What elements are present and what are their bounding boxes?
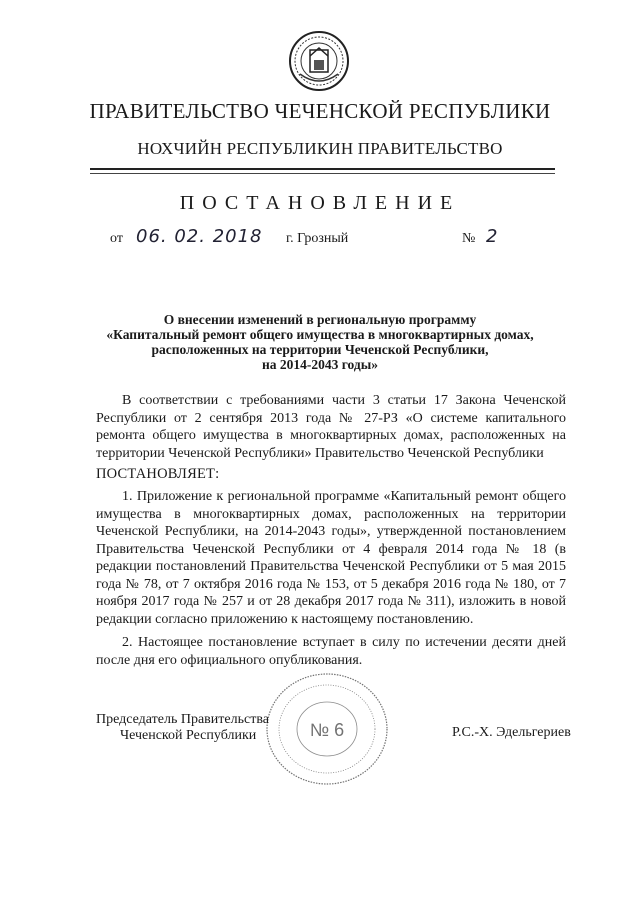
- subject-line: на 2014-2043 годы»: [261, 357, 379, 372]
- subject-line: «Капитальный ремонт общего имущества в многоквартирных домах,: [106, 327, 534, 342]
- item-2-paragraph: 2. Настоящее постановление вступает в силу по истечении десяти дней после дня его официального опубликования.: [96, 635, 566, 668]
- preamble-paragraph: В соответствии с требованиями части 3 статьи 17 Закона Чеченской Республики от 2 сентября 2013 года № 27-РЗ «О системе капитального ремонта общего имущества в многоквартирных домах, расположенных на территории Чеченской Республики» Правительство Чеченской Республики: [96, 393, 566, 461]
- stamp-number: № 6: [309, 720, 345, 740]
- official-seal-stamp: [262, 668, 392, 790]
- subject-line: О внесении изменений в региональную программу: [163, 312, 477, 327]
- signatory-position: [96, 712, 269, 744]
- subject-line: расположенных на территории Чеченской Республики,: [151, 342, 489, 357]
- signatory-name: Р.С.-Х. Эдельгериев: [452, 725, 571, 740]
- item-1-paragraph: 1. Приложение к региональной программе «Капитальный ремонт общего имущества в многоквартирных домах, расположенных на территории Чеченской Республики, на 2014-2043 годы», утвержденной постановлением Правительства Чеченской Республики от 4 февраля 2014 года № 18 (в редакции постановлений Правительства Чеченской Республики от 5 мая 2015 года № 78, от 7 октября 2016 года № 153, от 5 декабря 2016 года № 180, от 7 ноября 2017 года № 257 и от 28 декабря 2017 года № 311), изложить в новой редакции согласно приложению к настоящему постановлению.: [96, 489, 566, 627]
- date-label: от: [110, 231, 123, 246]
- position-line-2: Чеченской Республики: [120, 728, 257, 743]
- government-title: ПРАВИТЕЛЬСТВО ЧЕЧЕНСКОЙ РЕСПУБЛИКИ: [89, 99, 551, 123]
- number-value-handwritten: 2: [486, 226, 498, 247]
- document-type: ПОСТАНОВЛЕНИЕ: [179, 192, 461, 214]
- header-divider-thin: [90, 173, 555, 174]
- date-value-handwritten: 06. 02. 2018: [136, 226, 263, 247]
- city-label: г. Грозный: [286, 231, 349, 246]
- number-label: №: [462, 231, 476, 246]
- position-line-1: Председатель Правительства: [96, 712, 269, 727]
- document-subject: [80, 312, 560, 372]
- resolves-heading: ПОСТАНОВЛЯЕТ:: [96, 466, 220, 482]
- government-title-chechen: НОХЧИЙН РЕСПУБЛИКИН ПРАВИТЕЛЬСТВО: [137, 139, 503, 158]
- coat-of-arms-emblem: [288, 30, 350, 92]
- header-divider-thick: [90, 168, 555, 170]
